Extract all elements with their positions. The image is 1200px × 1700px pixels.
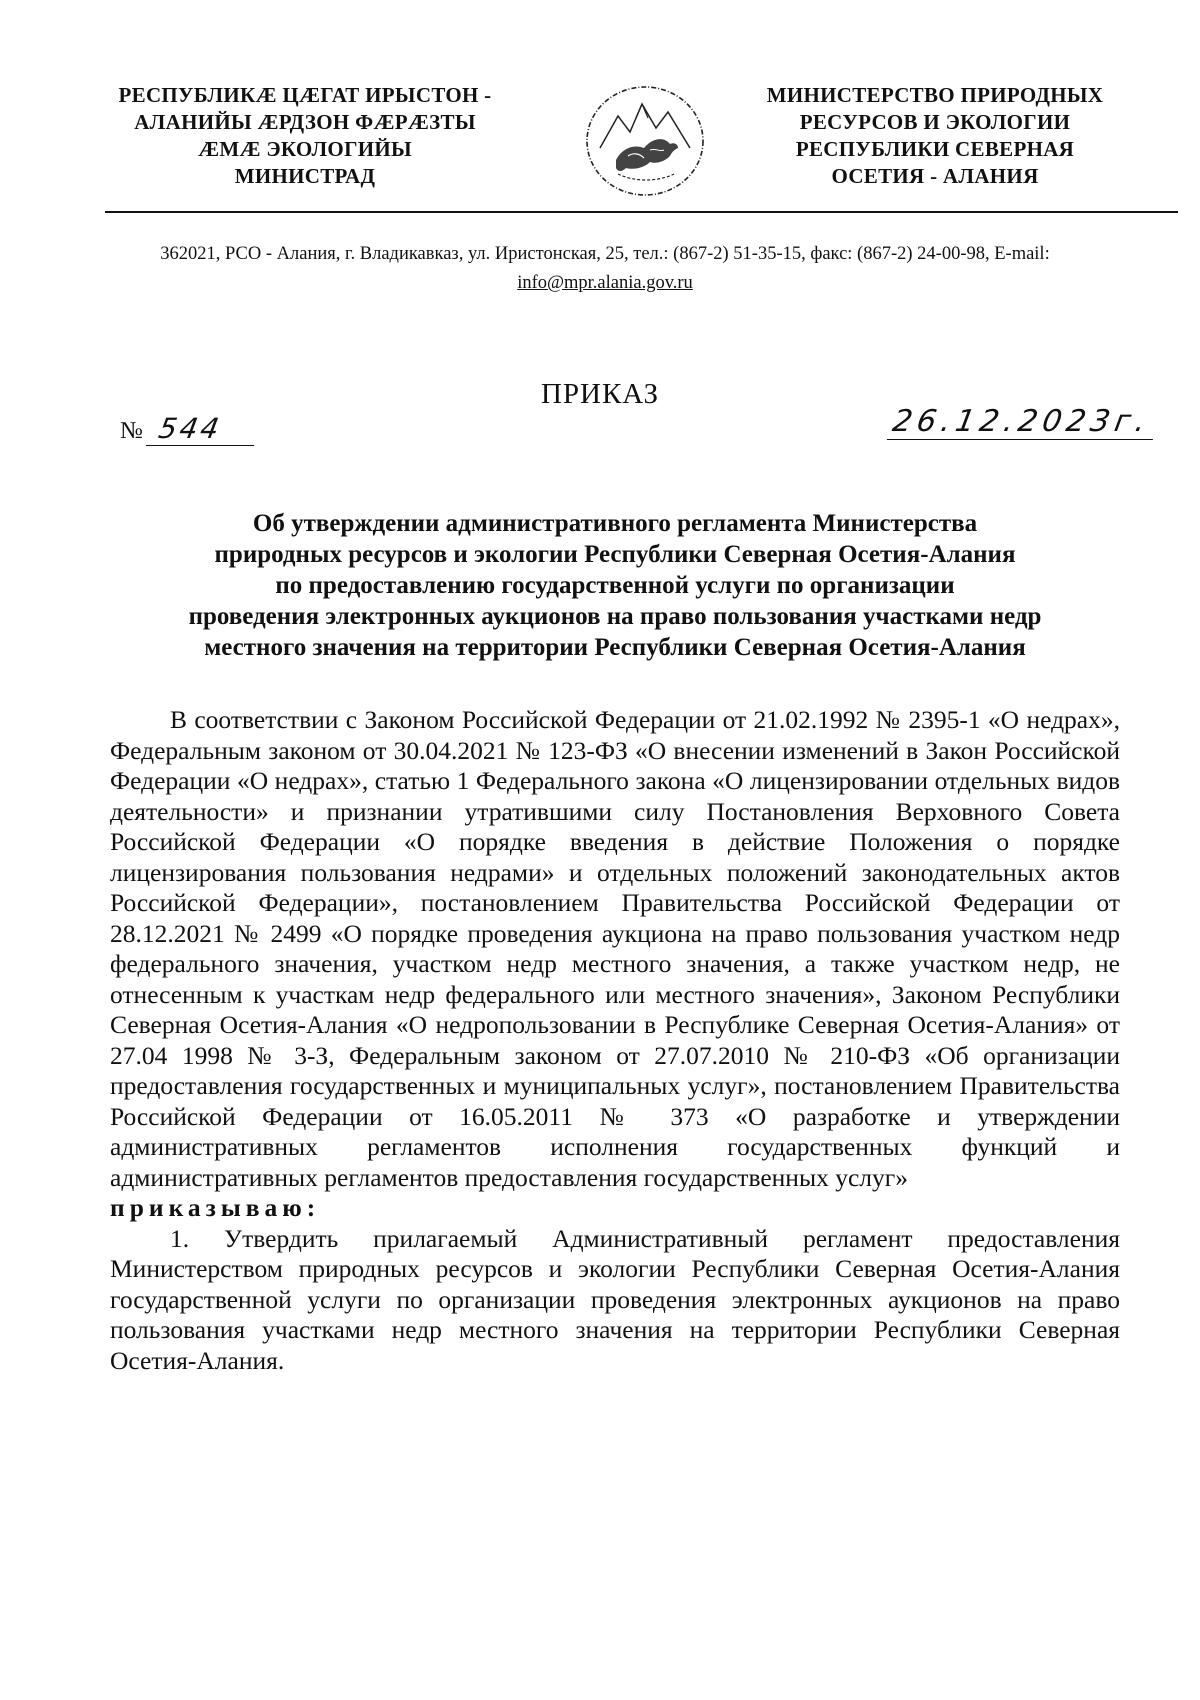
- preamble-paragraph: В соответствии с Законом Российской Федерации от 21.02.1992 № 2395-1 «О недрах», Федеральным законом от 30.04.2021 № 123-ФЗ «О внесении изменений в Закон Российской Федерации «О недрах», статью 1 Федерального закона «О лицензировании отдельных видов деятельности» и признании утратившими силу Постановления Верховного Совета Российской Федерации «О порядке введения в действие Положения о порядке лицензирования пользования недрами» и отдельных положений законодательных актов Российской Федерации», постановлением Правительства Российской Федерации от 28.12.2021 № 2499 «О порядке проведения аукциона на право пользования участком недр федерального значения, участком недр местного значения, а также участком недр, не отнесенным к участкам недр федерального или местного значения», Законом Республики Северная Осетия-Алания «О недропользовании в Республике Северная Осетия-Алания» от 27.04 1998 № 3-З, Федеральным законом от 27.07.2010 № 210-ФЗ «Об организации предоставления государственных и муниципальных услуг», постановлением Правительства Российской Федерации от 16.05.2011 № 373 «О разработке и утверждении административных регламентов исполнения государственных функций и административных регламентов предоставления государственных услуг»: [110, 705, 1120, 1192]
- item-1-paragraph: 1. Утвердить прилагаемый Административный регламент предоставления Министерством природных ресурсов и экологии Республики Северная Осетия-Алания государственной услуги по организации проведения электронных аукционов на право пользования участками недр местного значения на территории Республики Северная Осетия-Алания.: [110, 1223, 1120, 1375]
- order-body: [110, 705, 1120, 1376]
- header-left-ossetian: [85, 82, 525, 190]
- subject-line: Об утверждении административного регламента Министерства: [252, 510, 978, 537]
- subject-line: природных ресурсов и экологии Республики Северная Осетия-Алания: [214, 541, 1016, 568]
- header-right-line: РЕСУРСОВ И ЭКОЛОГИИ: [799, 110, 1071, 134]
- header-right-russian: [745, 82, 1125, 190]
- ministry-address: [100, 240, 1110, 298]
- order-number: [120, 412, 257, 446]
- republic-emblem-icon: [578, 78, 712, 204]
- email-link[interactable]: info@mpr.alania.gov.ru: [517, 273, 693, 293]
- order-number-label: №: [120, 418, 143, 444]
- header-divider: [105, 211, 1178, 213]
- header-right-line: МИНИСТЕРСТВО ПРИРОДНЫХ: [766, 83, 1104, 107]
- subject-line: проведения электронных аукционов на право пользования участками недр: [188, 603, 1042, 630]
- header-left-line: РЕСПУБЛИКÆ ЦÆГАТ ИРЫСТОН -: [118, 83, 492, 107]
- address-text: 362021, РСО - Алания, г. Владикавказ, ул. Иристонская, 25, тел.: (867-2) 51-35-15, факс: (867-2) 24-00-98, E-mail:: [160, 244, 1050, 264]
- header-left-line: МИНИСТРАД: [234, 164, 376, 188]
- header-right-line: РЕСПУБЛИКИ СЕВЕРНАЯ: [795, 137, 1075, 161]
- order-word: приказываю:: [110, 1193, 321, 1222]
- header-left-line: ÆМÆ ЭКОЛОГИЙЫ: [198, 137, 412, 161]
- order-number-value: 544: [146, 412, 260, 446]
- subject-line: местного значения на территории Республики Северная Осетия-Алания: [204, 634, 1026, 661]
- order-title: ПРИКАЗ: [540, 378, 660, 410]
- header-left-line: АЛАНИЙЫ ÆРДЗОН ФÆРÆЗТЫ: [134, 110, 476, 134]
- subject-line: по предоставлению государственной услуги по организации: [275, 572, 955, 599]
- order-date: 26.12.2023г.: [887, 404, 1159, 440]
- header-right-line: ОСЕТИЯ - АЛАНИЯ: [831, 164, 1039, 188]
- order-subject: [110, 508, 1120, 663]
